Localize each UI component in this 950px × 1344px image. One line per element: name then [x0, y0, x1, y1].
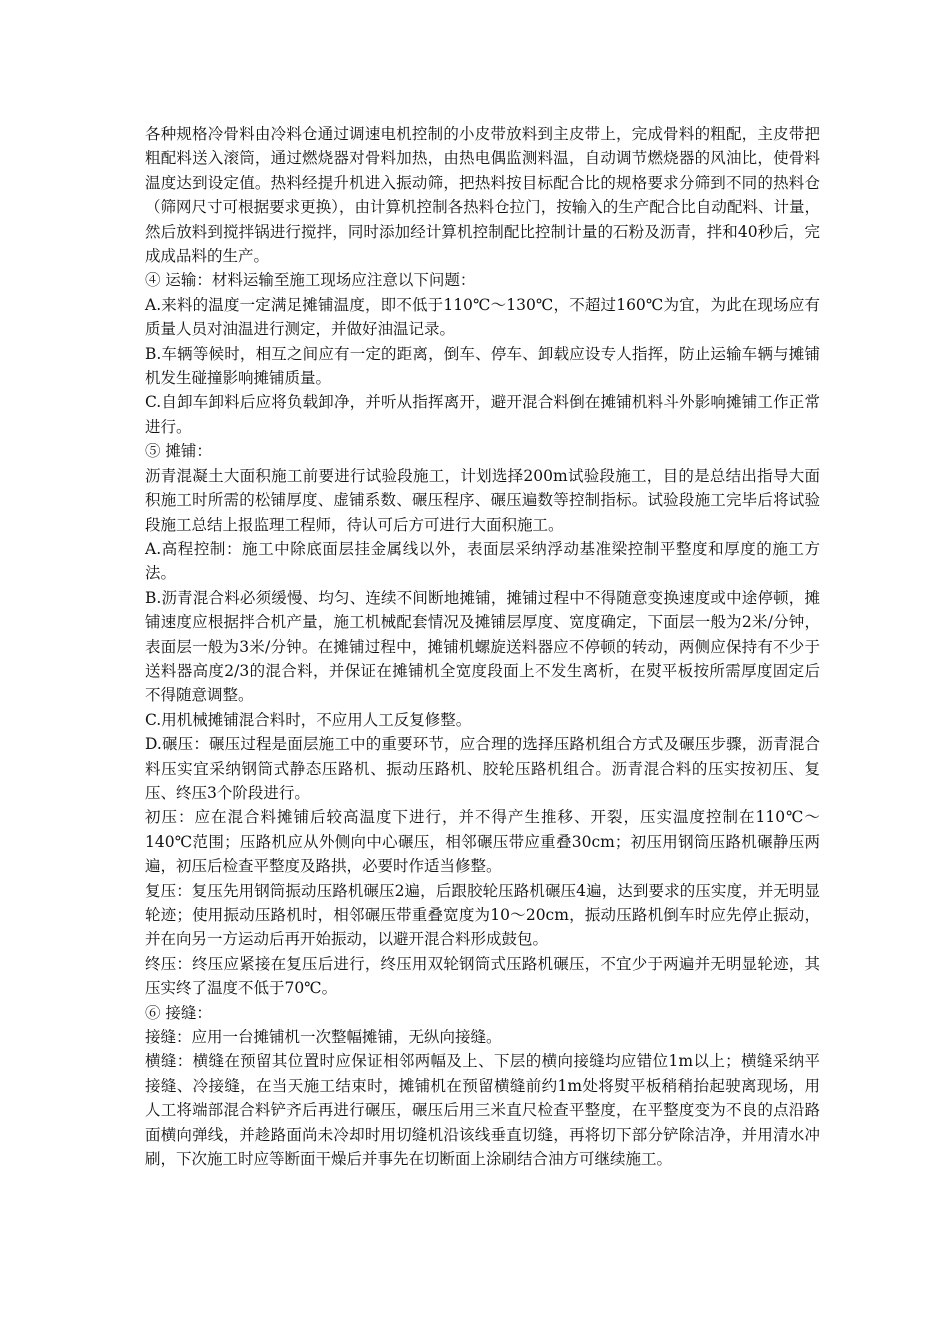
paragraph-transport-b: B.车辆等候时，相互之间应有一定的距离，倒车、停车、卸载应设专人指挥，防止运输车辆与摊铺机发生碰撞影响摊铺质量。: [145, 344, 820, 388]
paragraph-final-rolling: 终压：终压应紧接在复压后进行，终压用双轮钢筒式压路机碾压，不宜少于两遍并无明显轮迹，其压实终了温度不低于70℃。: [145, 954, 820, 998]
section-heading-paving: ⑤ 摊铺：: [145, 442, 212, 461]
document-body: [145, 122, 820, 1171]
paragraph-paving-c: C.用机械摊铺混合料时，不应用人工反复修整。: [145, 710, 472, 729]
paragraph-transverse-joint: 横缝：横缝在预留其位置时应保证相邻两幅及上、下层的横向接缝均应错位1m以上；横缝采纳平接缝、冷接缝，在当天施工结束时，摊铺机在预留横缝前约1m处将熨平板稍稍抬起驶离现场，用人工将端部混合料铲齐后再进行碾压，碾压后用三米直尺检查平整度，在平整度变为不良的点沿路面横向弹线，并趁路面尚未冷却时用切缝机沿该线垂直切缝，再将切下部分铲除洁净，并用清水冲刷，下次施工时应等断面干燥后并事先在切断面上涂刷结合油方可继续施工。: [145, 1052, 820, 1169]
section-heading-joints: ⑥ 接缝：: [145, 1003, 212, 1022]
paragraph-trial-section: 沥青混凝土大面积施工前要进行试验段施工，计划选择200m试验段施工，目的是总结出指导大面积施工时所需的松铺厚度、虚铺系数、碾压程序、碾压遍数等控制指标。试验段施工完毕后将试验段施工总结上报监理工程师，待认可后方可进行大面积施工。: [145, 466, 820, 534]
paragraph-transport-a: A.来料的温度一定满足摊铺温度，即不低于110℃～130℃，不超过160℃为宜，为此在现场应有质量人员对油温进行测定，并做好油温记录。: [145, 295, 820, 339]
section-heading-transport: ④ 运输：材料运输至施工现场应注意以下问题：: [145, 271, 476, 290]
paragraph-joint: 接缝：应用一台摊铺机一次整幅摊铺，无纵向接缝。: [145, 1028, 502, 1047]
paragraph-mixing-process: 各种规格冷骨料由冷料仓通过调速电机控制的小皮带放料到主皮带上，完成骨料的粗配，主皮带把粗配料送入滚筒，通过燃烧器对骨料加热，由热电偶监测料温，自动调节燃烧器的风油比，使骨料温度达到设定值。热料经提升机进入振动筛，把热料按目标配合比的规格要求分筛到不同的热料仓（筛网尺寸可根据要求更换），由计算机控制各热料仓拉门，按输入的生产配合比自动配料、计量，然后放料到搅拌锅进行搅拌，同时添加经计算机控制配比控制计量的石粉及沥青，拌和40秒后，完成成品料的生产。: [145, 125, 820, 266]
paragraph-re-rolling: 复压：复压先用钢筒振动压路机碾压2遍，后跟胶轮压路机碾压4遍，达到要求的压实度，并无明显轮迹；使用振动压路机时，相邻碾压带重叠宽度为10～20cm，振动压路机倒车时应先停止振动，并在向另一方运动后再开始振动，以避开混合料形成鼓包。: [145, 881, 820, 949]
paragraph-paving-b: B.沥青混合料必须缓慢、均匀、连续不间断地摊铺，摊铺过程中不得随意变换速度或中途停顿，摊铺速度应根据拌合机产量，施工机械配套情况及摊铺层厚度、宽度确定，下面层一般为2米/分钟，表面层一般为3米/分钟。在摊铺过程中，摊铺机螺旋送料器应不停顿的转动，两侧应保持有不少于送料器高度2/3的混合料，并保证在摊铺机全宽度段面上不发生离析，在熨平板按所需厚度固定后不得随意调整。: [145, 588, 820, 705]
paragraph-transport-c: C.自卸车卸料后应将负载卸净，并听从指挥离开，避开混合料倒在摊铺机料斗外影响摊铺工作正常进行。: [145, 393, 820, 436]
paragraph-paving-a: A.高程控制：施工中除底面层挂金属线以外，表面层采纳浮动基准梁控制平整度和厚度的施工方法。: [145, 539, 820, 583]
paragraph-initial-rolling: 初压：应在混合料摊铺后较高温度下进行，并不得产生推移、开裂，压实温度控制在110℃～140℃范围；压路机应从外侧向中心碾压，相邻碾压带应重叠30cm；初压用钢筒压路机碾静压两遍，初压后检查平整度及路拱，必要时作适当修整。: [145, 808, 820, 876]
paragraph-paving-d: D.碾压：碾压过程是面层施工中的重要环节，应合理的选择压路机组合方式及碾压步骤，沥青混合料压实宜采纳钢筒式静态压路机、振动压路机、胶轮压路机组合。沥青混合料的压实按初压、复压、终压3个阶段进行。: [145, 735, 820, 802]
